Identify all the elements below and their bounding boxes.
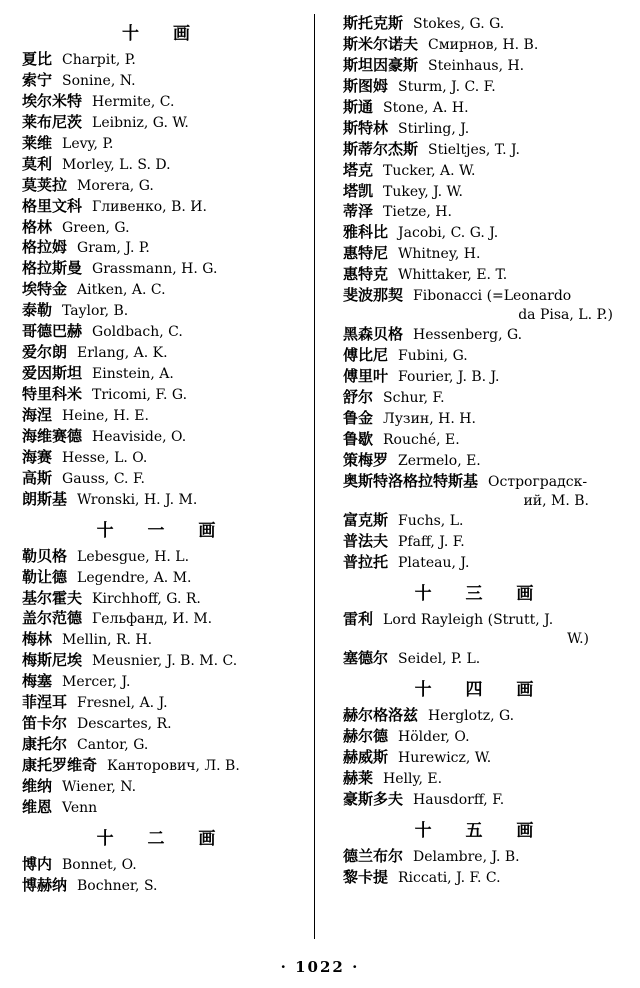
entry-chinese-name: 埃尔米特	[22, 91, 83, 110]
entry-chinese-name: 博内	[22, 854, 53, 873]
entry-latin-name: Zermelo, E.	[398, 453, 481, 470]
index-entry	[22, 301, 304, 321]
entry-chinese-name: 夏比	[22, 50, 53, 68]
index-entry	[22, 50, 304, 70]
entry-latin-name: Pfaff, J. F.	[398, 534, 465, 551]
entry-latin-name: Bochner, S.	[77, 877, 158, 894]
stroke-count-heading: 十 二 画	[96, 828, 230, 849]
index-entry	[343, 223, 619, 243]
entry-latin-name: Hurewicz, W.	[398, 750, 492, 767]
entry-chinese-name: 梅斯尼埃	[22, 651, 83, 670]
index-entry	[343, 140, 619, 160]
entry-latin-name: Lebesgue, H. L.	[77, 548, 190, 565]
entry-latin-name: Stone, A. H.	[383, 99, 469, 116]
index-entry	[22, 322, 304, 342]
entry-latin-name: Mercer, J.	[62, 674, 131, 691]
entry-chinese-name: 康托尔	[22, 735, 68, 754]
entry-chinese-name: 盖尔范德	[22, 609, 83, 628]
index-entry	[22, 134, 304, 154]
index-entry	[22, 735, 304, 755]
entry-chinese-name: 奥斯特洛格拉特斯基	[343, 471, 479, 490]
entry-chinese-name: 爱尔朗	[22, 343, 68, 362]
entry-latin-name: Legendre, A. M.	[77, 569, 192, 586]
entry-chinese-name: 斯图姆	[343, 76, 389, 95]
entry-latin-name: Heaviside, O.	[92, 428, 187, 445]
entry-latin-name: Aitken, A. C.	[77, 282, 166, 299]
entry-latin-name: Mellin, R. H.	[62, 632, 153, 649]
entry-chinese-name: 梅塞	[22, 672, 53, 691]
index-entry	[22, 693, 304, 713]
index-entry	[22, 259, 304, 279]
entry-latin-name: Sturm, J. C. F.	[398, 78, 496, 95]
page-number: · 1022 ·	[280, 958, 360, 976]
index-entry	[343, 35, 619, 55]
entry-chinese-name: 莫荚拉	[22, 175, 68, 194]
index-entry	[22, 777, 304, 797]
index-entry	[22, 113, 304, 133]
entry-chinese-name: 高斯	[22, 468, 53, 487]
index-entry	[22, 155, 304, 175]
entry-chinese-name: 黎卡提	[343, 867, 389, 886]
entry-chinese-name: 普拉托	[343, 553, 389, 572]
entry-latin-name: Stokes, G. G.	[413, 16, 505, 32]
entry-latin-name: Kirchhoff, G. R.	[92, 590, 201, 607]
entry-chinese-name: 斐波那契	[343, 286, 404, 305]
index-entry	[343, 265, 619, 285]
index-entry	[343, 388, 619, 408]
entry-chinese-name: 莱布尼茨	[22, 112, 83, 131]
index-entry	[22, 71, 304, 91]
index-entry	[22, 490, 304, 510]
index-entry	[22, 197, 304, 217]
entry-latin-name: Green, G.	[62, 219, 130, 236]
entry-chinese-name: 朗斯基	[22, 489, 68, 508]
entry-chinese-name: 海赛	[22, 447, 53, 466]
left-column	[10, 14, 310, 944]
entry-latin-name: Tricomi, F. G.	[92, 387, 188, 403]
entry-latin-continuation: da Pisa, L. P.)	[518, 306, 613, 323]
entry-chinese-name: 赫莱	[343, 768, 374, 787]
stroke-count-heading: 十 三 画	[414, 584, 548, 604]
entry-latin-name: Taylor, B.	[62, 303, 129, 320]
entry-latin-name: Rouché, E.	[383, 432, 460, 449]
entry-latin-name: Helly, E.	[383, 770, 443, 787]
entry-latin-name: Stirling, J.	[398, 120, 470, 137]
entry-latin-name: Leibniz, G. W.	[92, 114, 189, 131]
index-entry	[22, 385, 304, 405]
index-entry	[343, 847, 619, 867]
index-entry	[343, 451, 619, 471]
entry-chinese-name: 黑森贝格	[343, 325, 404, 344]
index-entry	[22, 568, 304, 588]
entry-chinese-name: 勒贝格	[22, 546, 68, 565]
entry-latin-name: Meusnier, J. B. M. C.	[92, 653, 238, 670]
entry-chinese-name: 格拉姆	[22, 238, 68, 257]
entry-chinese-name: 斯托克斯	[343, 14, 404, 32]
entry-chinese-name: 富克斯	[343, 511, 389, 530]
index-entry	[22, 651, 304, 671]
index-entry	[343, 472, 619, 510]
entry-chinese-name: 格林	[22, 217, 53, 236]
entry-latin-name: Gauss, C. F.	[62, 470, 145, 487]
entry-latin-name: Fuchs, L.	[398, 513, 464, 530]
entry-chinese-name: 塞德尔	[343, 649, 389, 668]
entry-chinese-name: 格拉斯曼	[22, 259, 83, 278]
entry-chinese-name: 海维赛德	[22, 426, 83, 445]
entry-latin-name: Whittaker, E. T.	[398, 267, 508, 284]
index-entry	[22, 630, 304, 650]
column-divider	[314, 14, 315, 939]
entry-chinese-name: 豪斯多夫	[343, 789, 404, 808]
entry-latin-name: Einstein, A.	[92, 366, 174, 383]
index-entry	[343, 14, 619, 34]
entry-latin-name: Lord Rayleigh (Strutt, J. W.)	[383, 611, 619, 648]
entry-latin-name: Hausdorff, F.	[413, 791, 505, 808]
entry-chinese-name: 莫利	[22, 154, 53, 173]
index-entry	[343, 511, 619, 531]
index-entry	[343, 98, 619, 118]
entry-latin-name: Goldbach, C.	[92, 324, 183, 341]
index-entry	[22, 756, 304, 776]
entry-chinese-name: 傅里叶	[343, 367, 389, 386]
index-entry	[22, 609, 304, 629]
index-entry	[22, 176, 304, 196]
entry-chinese-name: 莱维	[22, 133, 53, 152]
index-entry	[343, 409, 619, 429]
stroke-count-heading: 十 四 画	[414, 680, 548, 701]
entry-latin-name: Heine, H. E.	[62, 407, 149, 424]
index-entry	[22, 92, 304, 112]
index-entry	[22, 798, 304, 818]
index-entry	[343, 182, 619, 202]
entry-chinese-name: 雅科比	[343, 223, 389, 242]
entry-chinese-name: 惠特尼	[343, 244, 389, 263]
entry-chinese-name: 索宁	[22, 70, 53, 89]
entry-latin-continuation: ий, М. В.	[523, 492, 589, 509]
entry-latin-name: Steinhaus, H.	[428, 57, 525, 74]
index-entry	[22, 238, 304, 258]
entry-chinese-name: 德兰布尔	[343, 846, 404, 865]
index-entry	[343, 77, 619, 97]
index-entry	[22, 876, 304, 896]
entry-latin-name: Levy, P.	[62, 135, 114, 152]
index-entry	[22, 427, 304, 447]
entry-chinese-name: 鲁金	[343, 409, 374, 428]
entry-latin-name: Stieltjes, T. J.	[428, 141, 520, 158]
index-entry	[343, 748, 619, 768]
entry-chinese-name: 雷利	[343, 610, 374, 628]
entry-chinese-name: 蒂泽	[343, 202, 374, 221]
entry-chinese-name: 哥德巴赫	[22, 322, 83, 341]
entry-latin-name: Morley, L. S. D.	[62, 156, 171, 173]
entry-latin-name: Смирнов, Н. В.	[428, 36, 539, 53]
entry-latin-name: Bonnet, O.	[62, 856, 137, 873]
entry-chinese-name: 笛卡尔	[22, 714, 68, 733]
entry-latin-name: Hermite, C.	[92, 93, 175, 110]
index-entry	[343, 769, 619, 789]
entry-chinese-name: 康托罗维奇	[22, 756, 98, 774]
entry-chinese-name: 埃特金	[22, 280, 68, 299]
entry-chinese-name: 策梅罗	[343, 451, 389, 470]
index-entry	[22, 280, 304, 300]
entry-chinese-name: 特里科米	[22, 385, 83, 403]
entry-latin-name: Schur, F.	[383, 390, 445, 407]
index-entry	[343, 119, 619, 139]
index-entry	[22, 855, 304, 875]
entry-chinese-name: 舒尔	[343, 388, 374, 407]
entry-latin-name: Wronski, H. J. M.	[77, 491, 198, 508]
index-entry	[343, 532, 619, 552]
entry-chinese-name: 斯坦因豪斯	[343, 55, 419, 74]
entry-latin-name: Hölder, O.	[398, 729, 470, 746]
stroke-count-heading: 十 一 画	[96, 520, 230, 541]
entry-chinese-name: 泰勒	[22, 301, 53, 320]
index-entry	[22, 672, 304, 692]
entry-latin-name: Whitney, H.	[398, 246, 481, 263]
entry-chinese-name: 傅比尼	[343, 346, 389, 365]
entry-chinese-name: 普法夫	[343, 532, 389, 551]
entry-latin-name: Grassmann, H. G.	[92, 261, 218, 278]
entry-chinese-name: 赫尔德	[343, 727, 389, 746]
entry-latin-name: Wiener, N.	[62, 778, 137, 795]
entry-latin-name: Morera, G.	[77, 177, 154, 194]
entry-latin-name: Erlang, A. K.	[77, 345, 168, 362]
entry-chinese-name: 格里文科	[22, 196, 83, 215]
stroke-count-heading: 十 画	[122, 24, 204, 44]
index-entry	[22, 547, 304, 567]
index-entry	[343, 56, 619, 76]
index-entry	[22, 218, 304, 238]
entry-chinese-name: 菲涅耳	[22, 693, 68, 712]
index-entry	[343, 553, 619, 573]
entry-latin-name: Charpit, P.	[62, 52, 136, 68]
entry-latin-name: Sonine, N.	[62, 72, 136, 89]
entry-latin-name: Fourier, J. B. J.	[398, 369, 500, 386]
entry-chinese-name: 梅林	[22, 630, 53, 649]
entry-chinese-name: 塔克	[343, 160, 374, 179]
entry-latin-name: Descartes, R.	[77, 716, 172, 733]
index-entry	[343, 286, 619, 324]
index-entry	[343, 244, 619, 264]
entry-chinese-name: 维纳	[22, 776, 53, 795]
index-entry	[22, 469, 304, 489]
index-entry	[343, 649, 619, 669]
entry-chinese-name: 斯通	[343, 97, 374, 116]
index-entry	[343, 868, 619, 888]
index-entry	[22, 364, 304, 384]
entry-latin-name: Plateau, J.	[398, 555, 470, 572]
entry-latin-name: Seidel, P. L.	[398, 651, 481, 668]
entry-latin-name: Fibonacci (=Leonardo da Pisa, L. P.)	[413, 287, 619, 324]
entry-latin-name: Venn	[62, 799, 98, 816]
entry-chinese-name: 斯特林	[343, 118, 389, 137]
entry-latin-name: Гельфанд, И. М.	[92, 611, 213, 628]
entry-latin-name: Jacobi, C. G. J.	[398, 225, 499, 242]
index-entry	[343, 610, 619, 648]
entry-latin-name: Tietze, H.	[383, 204, 452, 221]
index-entry	[343, 790, 619, 810]
entry-chinese-name: 惠特克	[343, 265, 389, 284]
entry-chinese-name: 基尔霍夫	[22, 588, 83, 607]
entry-latin-name: Fubini, G.	[398, 348, 468, 365]
index-entry	[22, 589, 304, 609]
entry-latin-name: Tucker, A. W.	[383, 162, 476, 179]
entry-chinese-name: 勒让德	[22, 567, 68, 586]
entry-latin-name: Tukey, J. W.	[383, 183, 463, 200]
entry-latin-name: Гливенко, В. И.	[92, 198, 207, 215]
entry-chinese-name: 鲁歇	[343, 430, 374, 449]
entry-chinese-name: 赫威斯	[343, 748, 389, 767]
entry-latin-name: Hessenberg, G.	[413, 327, 523, 344]
entry-latin-name: Gram, J. P.	[77, 240, 150, 257]
index-entry	[343, 202, 619, 222]
two-column-layout	[10, 14, 630, 944]
index-entry	[22, 714, 304, 734]
index-entry	[343, 325, 619, 345]
entry-chinese-name: 斯米尔诺夫	[343, 34, 419, 53]
entry-latin-name: Hesse, L. O.	[62, 449, 148, 466]
index-entry	[343, 161, 619, 181]
entry-chinese-name: 博赫纳	[22, 875, 68, 894]
entry-chinese-name: 维恩	[22, 797, 53, 816]
entry-latin-name: Herglotz, G.	[428, 708, 515, 725]
index-entry	[22, 448, 304, 468]
right-column	[325, 14, 625, 944]
index-entry	[22, 406, 304, 426]
entry-latin-name: Riccati, J. F. C.	[398, 869, 501, 886]
entry-chinese-name: 赫尔格洛兹	[343, 706, 419, 725]
entry-chinese-name: 斯蒂尔杰斯	[343, 139, 419, 158]
entry-latin-name: Cantor, G.	[77, 737, 149, 754]
index-entry	[343, 706, 619, 726]
entry-latin-name: Остроградск- ий, М. В.	[488, 473, 619, 510]
entry-chinese-name: 塔凯	[343, 181, 374, 200]
index-entry	[343, 727, 619, 747]
entry-latin-name: Delambre, J. B.	[413, 848, 520, 865]
entry-latin-name: Fresnel, A. J.	[77, 695, 168, 712]
entry-chinese-name: 海涅	[22, 405, 53, 424]
entry-latin-name: Канторович, Л. В.	[107, 758, 240, 774]
index-entry	[343, 367, 619, 387]
index-entry	[343, 430, 619, 450]
entry-chinese-name: 爱因斯坦	[22, 364, 83, 383]
entry-latin-name: Лузин, Н. Н.	[383, 411, 476, 428]
stroke-count-heading: 十 五 画	[414, 820, 548, 841]
index-entry	[22, 343, 304, 363]
index-entry	[343, 346, 619, 366]
entry-latin-continuation: W.)	[567, 630, 589, 647]
